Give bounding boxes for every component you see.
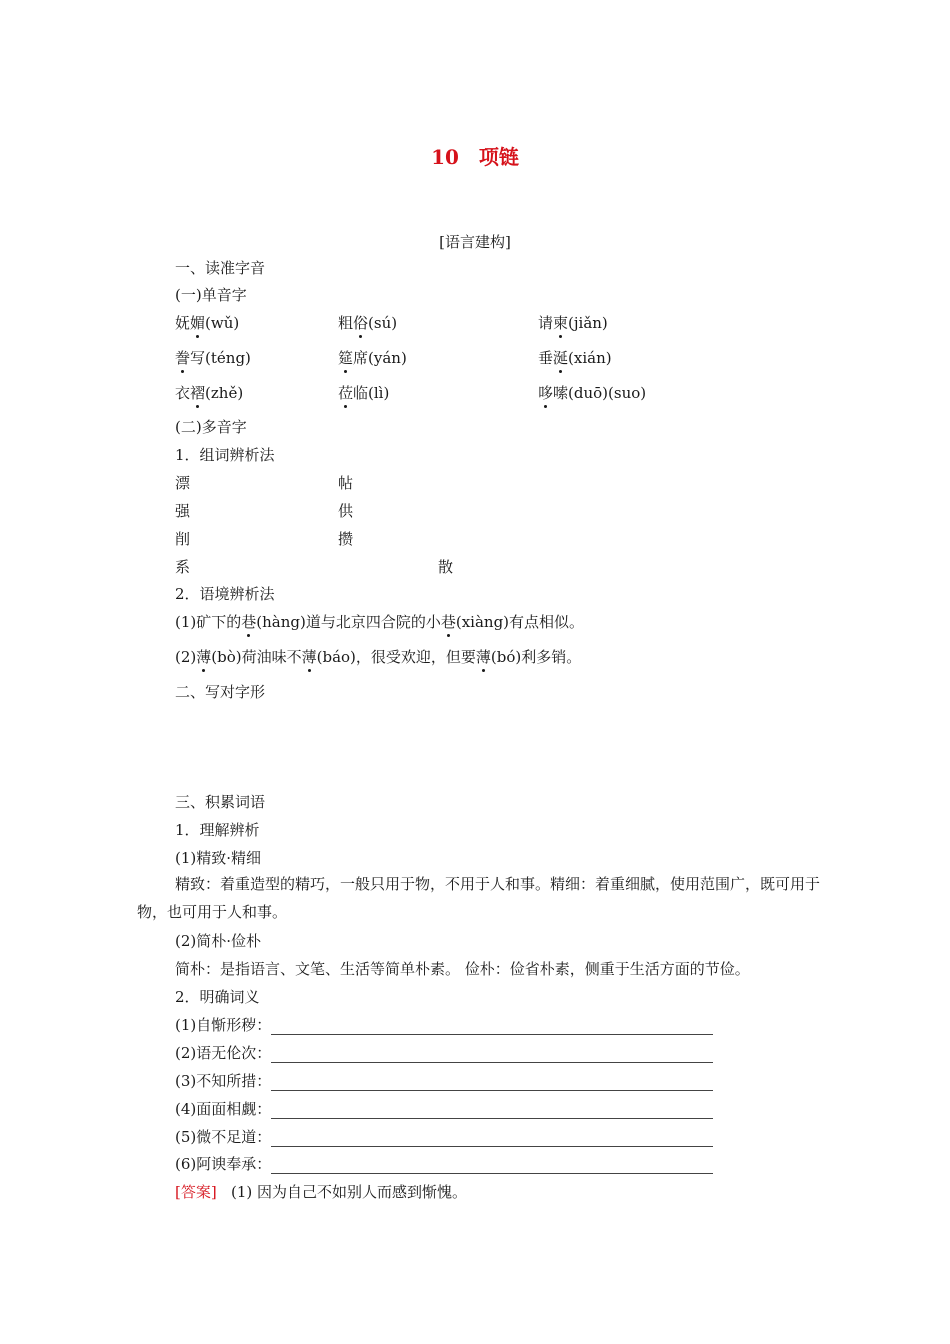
word-item: 筵席(yán)	[338, 349, 407, 367]
subheading-meaning: 2．明确词义	[175, 988, 260, 1006]
term-line: (6)阿谀奉承：	[175, 1154, 713, 1174]
subheading-context: 2．语境辨析法	[175, 585, 275, 603]
answer-blank[interactable]	[271, 1132, 713, 1147]
word-item: 莅临(lì)	[338, 384, 390, 402]
multi-char: 供	[338, 502, 354, 520]
multi-char: 系	[175, 558, 191, 576]
answer-blank[interactable]	[271, 1048, 713, 1063]
heading-glyphs: 二、写对字形	[175, 683, 266, 701]
term-line: (2)语无伦次：	[175, 1043, 713, 1063]
heading-vocabulary: 三、积累词语	[175, 793, 266, 811]
term-line: (3)不知所措：	[175, 1071, 713, 1091]
section-header: [语言建构]	[439, 233, 511, 251]
word-item: 妩媚(wǔ)	[175, 314, 240, 332]
pair-heading: (1)精致·精细	[175, 849, 262, 867]
pair-explanation: 精致：着重造型的精巧，一般只用于物，不用于人和事。精细：着重细腻，使用范围广，既可用于物，也可用于人和事。	[137, 875, 821, 921]
context-sentence: (1)矿下的巷(hàng)道与北京四合院的小巷(xiàng)有点相似。	[175, 613, 585, 631]
heading-pronunciation: 一、读准字音	[175, 259, 266, 277]
pair-explanation: 简朴：是指语言、文笔、生活等简单朴素。 俭朴：俭省朴素，侧重于生活方面的节俭。	[175, 960, 750, 978]
word-item: 粗俗(sú)	[338, 314, 398, 332]
multi-char: 攒	[338, 530, 354, 548]
answer-line	[175, 1182, 467, 1202]
subheading-word-group: 1．组词辨析法	[175, 446, 275, 464]
subheading-multi-reading: (二)多音字	[175, 418, 247, 436]
answer-blank[interactable]	[271, 1076, 713, 1091]
multi-char: 漂	[175, 474, 191, 492]
multi-char: 强	[175, 502, 191, 520]
word-item: 衣褶(zhě)	[175, 384, 244, 402]
multi-char: 帖	[338, 474, 354, 492]
word-item: 请柬(jiǎn)	[538, 314, 608, 332]
page-title: 10 项链	[431, 145, 519, 169]
subheading-analysis: 1．理解辨析	[175, 821, 260, 839]
answer-blank[interactable]	[271, 1020, 713, 1035]
answer-blank[interactable]	[271, 1159, 713, 1174]
multi-char: 散	[438, 558, 454, 576]
word-item: 誊写(téng)	[175, 349, 251, 367]
answer-tag: [答案]	[175, 1183, 217, 1201]
answer-text: (1) 因为自己不如别人而感到惭愧。	[231, 1183, 468, 1201]
answer-blank[interactable]	[271, 1104, 713, 1119]
word-item: 哆嗦(duō)(suo)	[538, 384, 647, 402]
context-sentence: (2)薄(bò)荷油味不薄(báo)，很受欢迎，但要薄(bó)利多销。	[175, 648, 582, 666]
word-item: 垂涎(xián)	[538, 349, 612, 367]
term-line: (1)自惭形秽：	[175, 1015, 713, 1035]
term-line: (5)微不足道：	[175, 1127, 713, 1147]
term-line: (4)面面相觑：	[175, 1099, 713, 1119]
subheading-single-reading: (一)单音字	[175, 286, 247, 304]
pair-heading: (2)简朴·俭朴	[175, 932, 262, 950]
multi-char: 削	[175, 530, 191, 548]
